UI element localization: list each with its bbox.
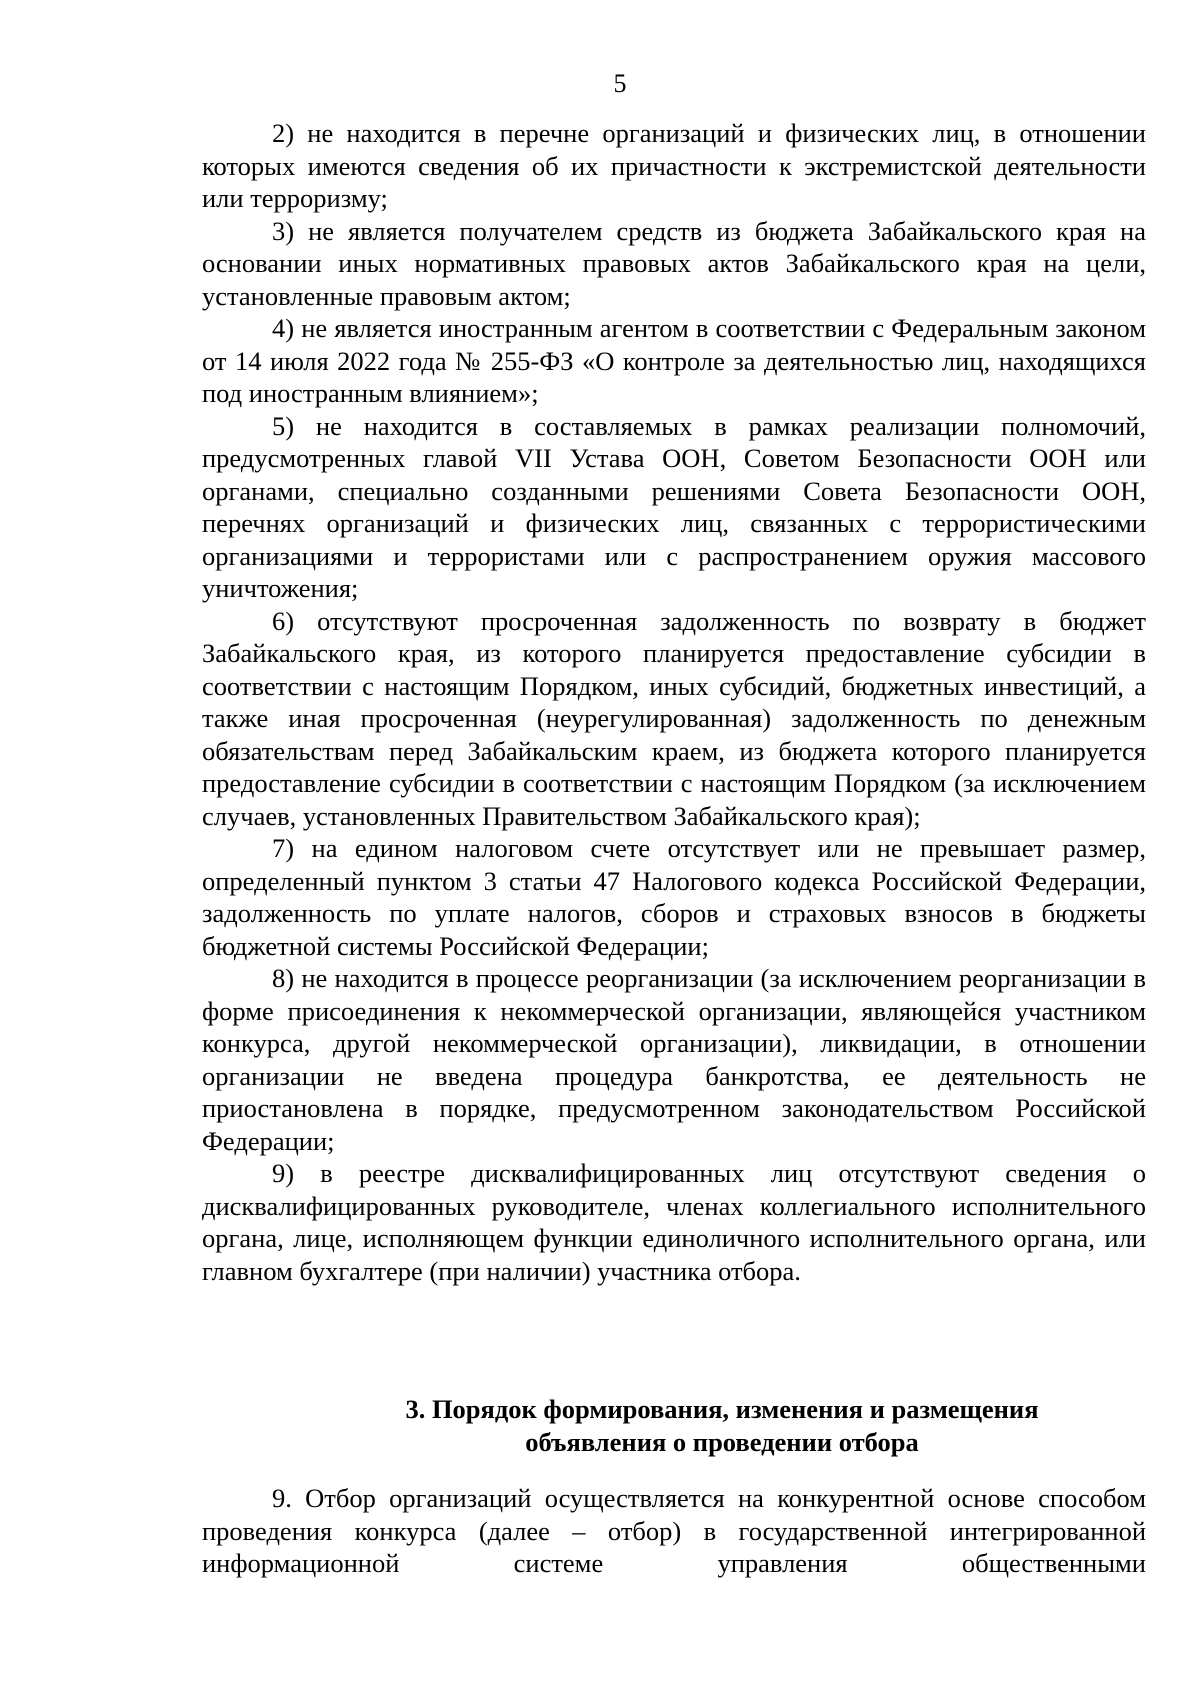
requirement-item-4: 4) не является иностранным агентом в соответствии с Федеральным законом от 14 июля 2022 года № 255-ФЗ «О контроле за деятельностью лиц, находящихся под иностранным влиянием»;: [202, 313, 1146, 408]
requirement-item-5: 5) не находится в составляемых в рамках реализации полномочий, предусмотренных главой VII Устава ООН, Советом Безопасности ООН или органами, специально созданными решениями Совета Безопасности ООН, перечнях организаций и физических лиц, связанных с террористическими организациями и террористами или с распространением оружия массового уничтожения;: [202, 410, 1146, 603]
requirement-item-2: 2) не находится в перечне организаций и физических лиц, в отношении которых имеются сведения об их причастности к экстремистской деятельности или терроризму;: [202, 118, 1146, 213]
section-heading: [202, 1393, 1200, 1459]
requirement-item-8: 8) не находится в процессе реорганизации (за исключением реорганизации в форме присоединения к некоммерческой организации, являющейся участником конкурса, другой некоммерческой организации), ликвидации, в отношении организации не введена процедура банкротства, ее деятельность не приостановлена в порядке, предусмотренном законодательством Российской Федерации;: [202, 963, 1146, 1156]
requirement-item-6: 6) отсутствуют просроченная задолженность по возврату в бюджет Забайкальского края, из которого планируется предоставление субсидии в соответствии с настоящим Порядком, иных субсидий, бюджетных инвестиций, а также иная просроченная (неурегулированная) задолженность по денежным обязательствам перед Забайкальским краем, из бюджета которого планируется предоставление субсидии в соответствии с настоящим Порядком (за исключением случаев, установленных Правительством Забайкальского края);: [202, 605, 1146, 831]
requirements-list: [202, 117, 1146, 1287]
requirement-item-9: 9) в реестре дисквалифицированных лиц отсутствуют сведения о дисквалифицированных руководителе, членах коллегиального исполнительного органа, лице, исполняющем функции единоличного исполнительного органа, или главном бухгалтере (при наличии) участника отбора.: [202, 1158, 1146, 1286]
section-heading-line-1: 3. Порядок формирования, изменения и размещения: [405, 1394, 1039, 1424]
requirement-item-3: 3) не является получателем средств из бюджета Забайкальского края на основании иных нормативных правовых актов Забайкальского края на цели, установленные правовым актом;: [202, 215, 1146, 311]
clause-9: 9. Отбор организаций осуществляется на конкурентной основе способом проведения конкурса (далее – отбор) в государственной интегрированной информационной системе управления общественными: [202, 1483, 1146, 1578]
section-heading-line-2: объявления о проведении отбора: [525, 1427, 919, 1457]
section-body: [202, 1482, 1146, 1580]
page-number: 5: [613, 69, 627, 98]
requirement-item-7: 7) на едином налоговом счете отсутствует или не превышает размер, определенный пунктом 3 статьи 47 Налогового кодекса Российской Федерации, задолженность по уплате налогов, сборов и страховых взносов в бюджеты бюджетной системы Российской Федерации;: [202, 833, 1146, 961]
